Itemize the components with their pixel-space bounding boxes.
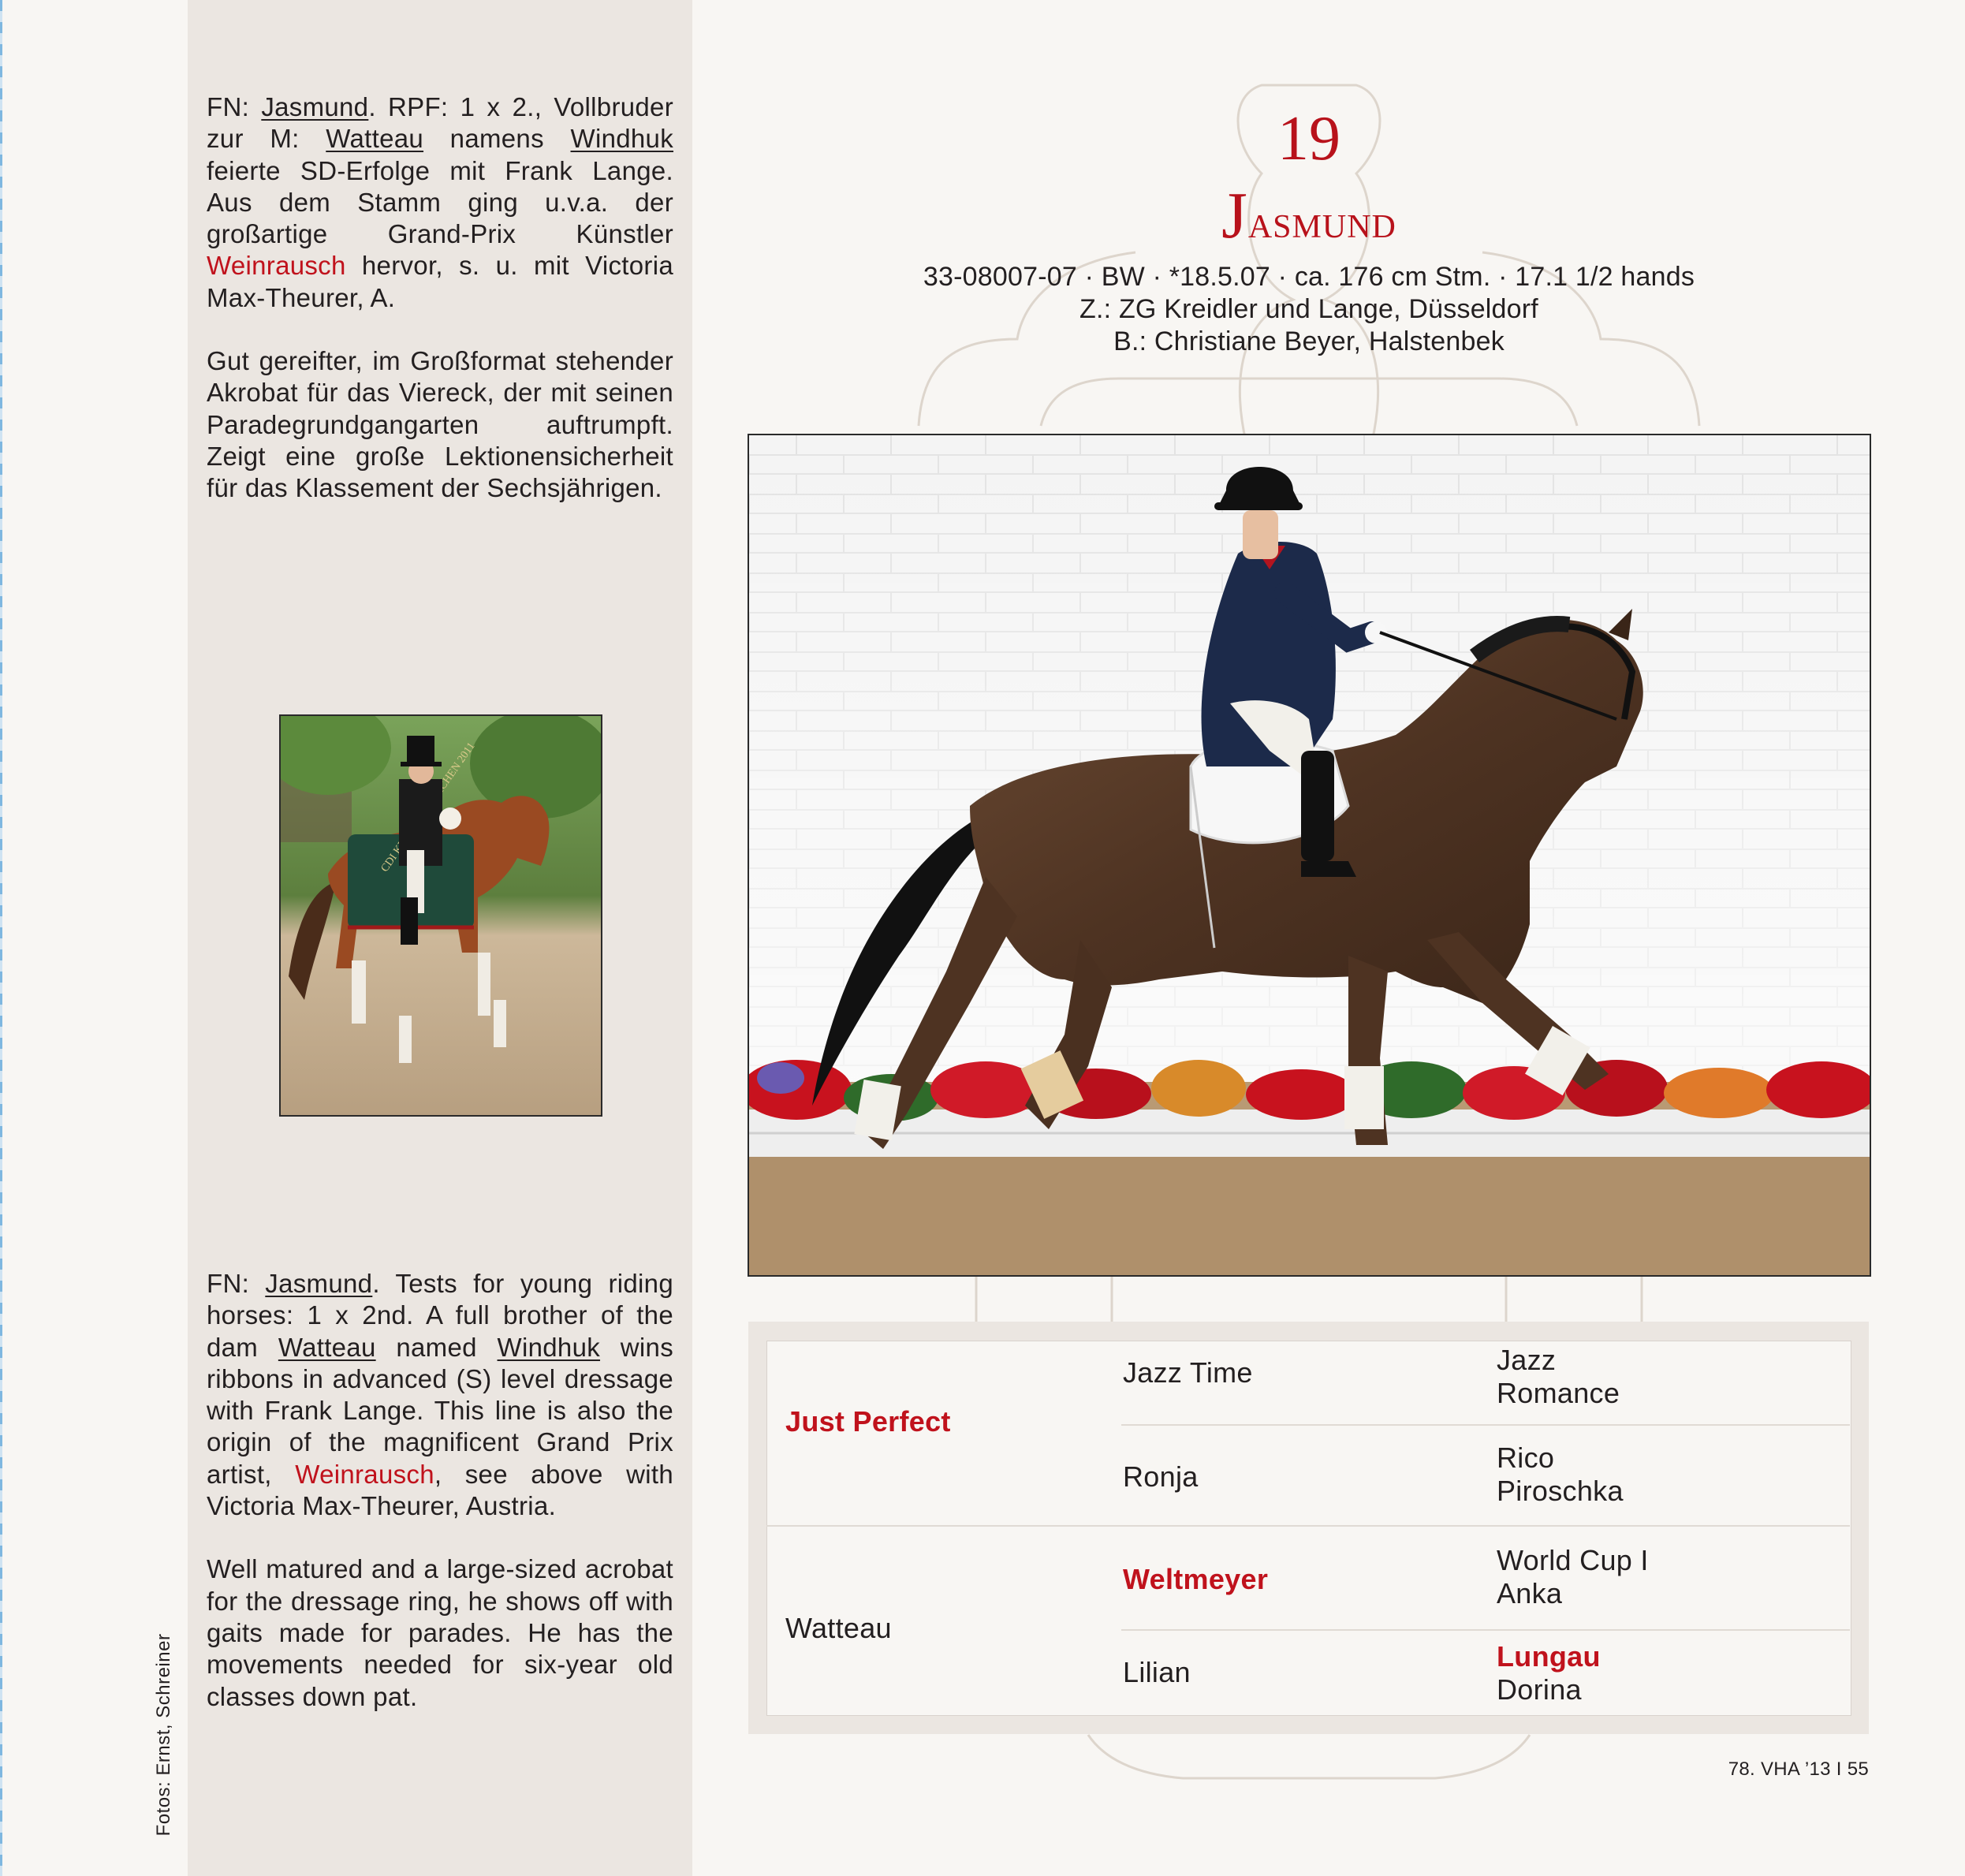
pedigree-dam-sire: Weltmeyer <box>1123 1563 1269 1595</box>
pedigree-divider-upper <box>1121 1424 1850 1426</box>
highlight-weinrausch: Weinrausch <box>207 251 346 281</box>
pedigree-sire: Just Perfect <box>785 1405 951 1438</box>
pedigree-g3-4: Piroschka <box>1497 1475 1624 1507</box>
pedigree-dam-dam: Lilian <box>1123 1656 1191 1688</box>
main-horse-photo <box>748 434 1871 1277</box>
pedigree-g3-5: World Cup I <box>1497 1544 1649 1576</box>
rider-illustration-small <box>281 716 601 1115</box>
german-paragraph-1: FN: Jasmund. RPF: 1 x 2., Vollbruder zur M: Watteau namens Windhuk feierte SD-Erfolge mit Frank Lange. Aus dem Stamm ging u.v.a. der großartige Grand-Prix Künstler Weinrausch hervor, s. u. mit Victoria Max-Theurer, A. <box>207 92 674 312</box>
link-jasmund-en: Jasmund <box>265 1269 373 1298</box>
pedigree-g3-7: Lungau <box>1497 1640 1601 1673</box>
english-paragraph-2: Well matured and a large-sized acrobat for the dressage ring, he shows off with gaits made for parades. He has the movements needed for six-year old classes down pat. <box>207 1554 673 1711</box>
pedigree-g3-1: Jazz <box>1497 1344 1557 1376</box>
page-edge-marker <box>0 0 2 1876</box>
link-windhuk-en: Windhuk <box>497 1332 601 1362</box>
pedigree-sire-dam: Ronja <box>1123 1460 1199 1493</box>
pedigree-g3-2: Romance <box>1497 1377 1620 1409</box>
catalog-number: 19 <box>1277 104 1340 173</box>
english-paragraph-1: FN: Jasmund. Tests for young riding horses: 1 x 2nd. A full brother of the dam Watteau named Windhuk wins ribbons in advanced (S) level dressage with Frank Lange. This line is also the origin of the magnificent Grand Prix artist, Weinrausch, see above with Victoria Max-Theurer, Austria. <box>207 1269 674 1521</box>
english-description <box>207 1268 673 1713</box>
pedigree-divider-lower <box>1121 1629 1850 1631</box>
horse-details: 33-08007-07 · BW · *18.5.07 · ca. 176 cm Stm. · 17.1 1/2 hands <box>923 262 1695 292</box>
link-jasmund: Jasmund <box>261 92 369 121</box>
pedigree-dam: Watteau <box>785 1612 892 1644</box>
pedigree-g3-3: Rico <box>1497 1441 1555 1474</box>
horse-illustration-main <box>749 435 1870 1275</box>
link-windhuk: Windhuk <box>570 124 674 154</box>
rider-photo-small <box>279 714 602 1117</box>
pedigree-g3-8: Dorina <box>1497 1673 1582 1706</box>
pedigree-sire-sire: Jazz Time <box>1123 1356 1253 1389</box>
pedigree-table <box>766 1341 1851 1716</box>
svg-text:CDI KRONBERG AACHEN 2011: CDI AACHEN 2011 <box>378 740 478 875</box>
german-description <box>207 91 673 505</box>
pedigree-g3-6: Anka <box>1497 1577 1563 1609</box>
link-watteau: Watteau <box>326 124 424 154</box>
owner-line: B.: Christiane Beyer, Halstenbek <box>1113 326 1505 356</box>
page-number: 78. VHA ’13 I 55 <box>1728 1759 1869 1780</box>
horse-name: Jasmund <box>1221 179 1396 252</box>
german-paragraph-2: Gut gereifter, im Großformat stehender Akrobat für das Viereck, der mit seinen Paradegrundgangarten auftrumpft. Zeigt eine große Lektionensicherheit für das Klassement der Sechsjährigen. <box>207 346 673 503</box>
pedigree-divider-main <box>766 1525 1850 1527</box>
link-watteau-en: Watteau <box>278 1332 376 1362</box>
photo-credit: Fotos: Ernst, Schreiner <box>153 1633 174 1837</box>
highlight-weinrausch-en: Weinrausch <box>295 1459 434 1489</box>
breeder-line: Z.: ZG Kreidler und Lange, Düsseldorf <box>1079 294 1538 324</box>
